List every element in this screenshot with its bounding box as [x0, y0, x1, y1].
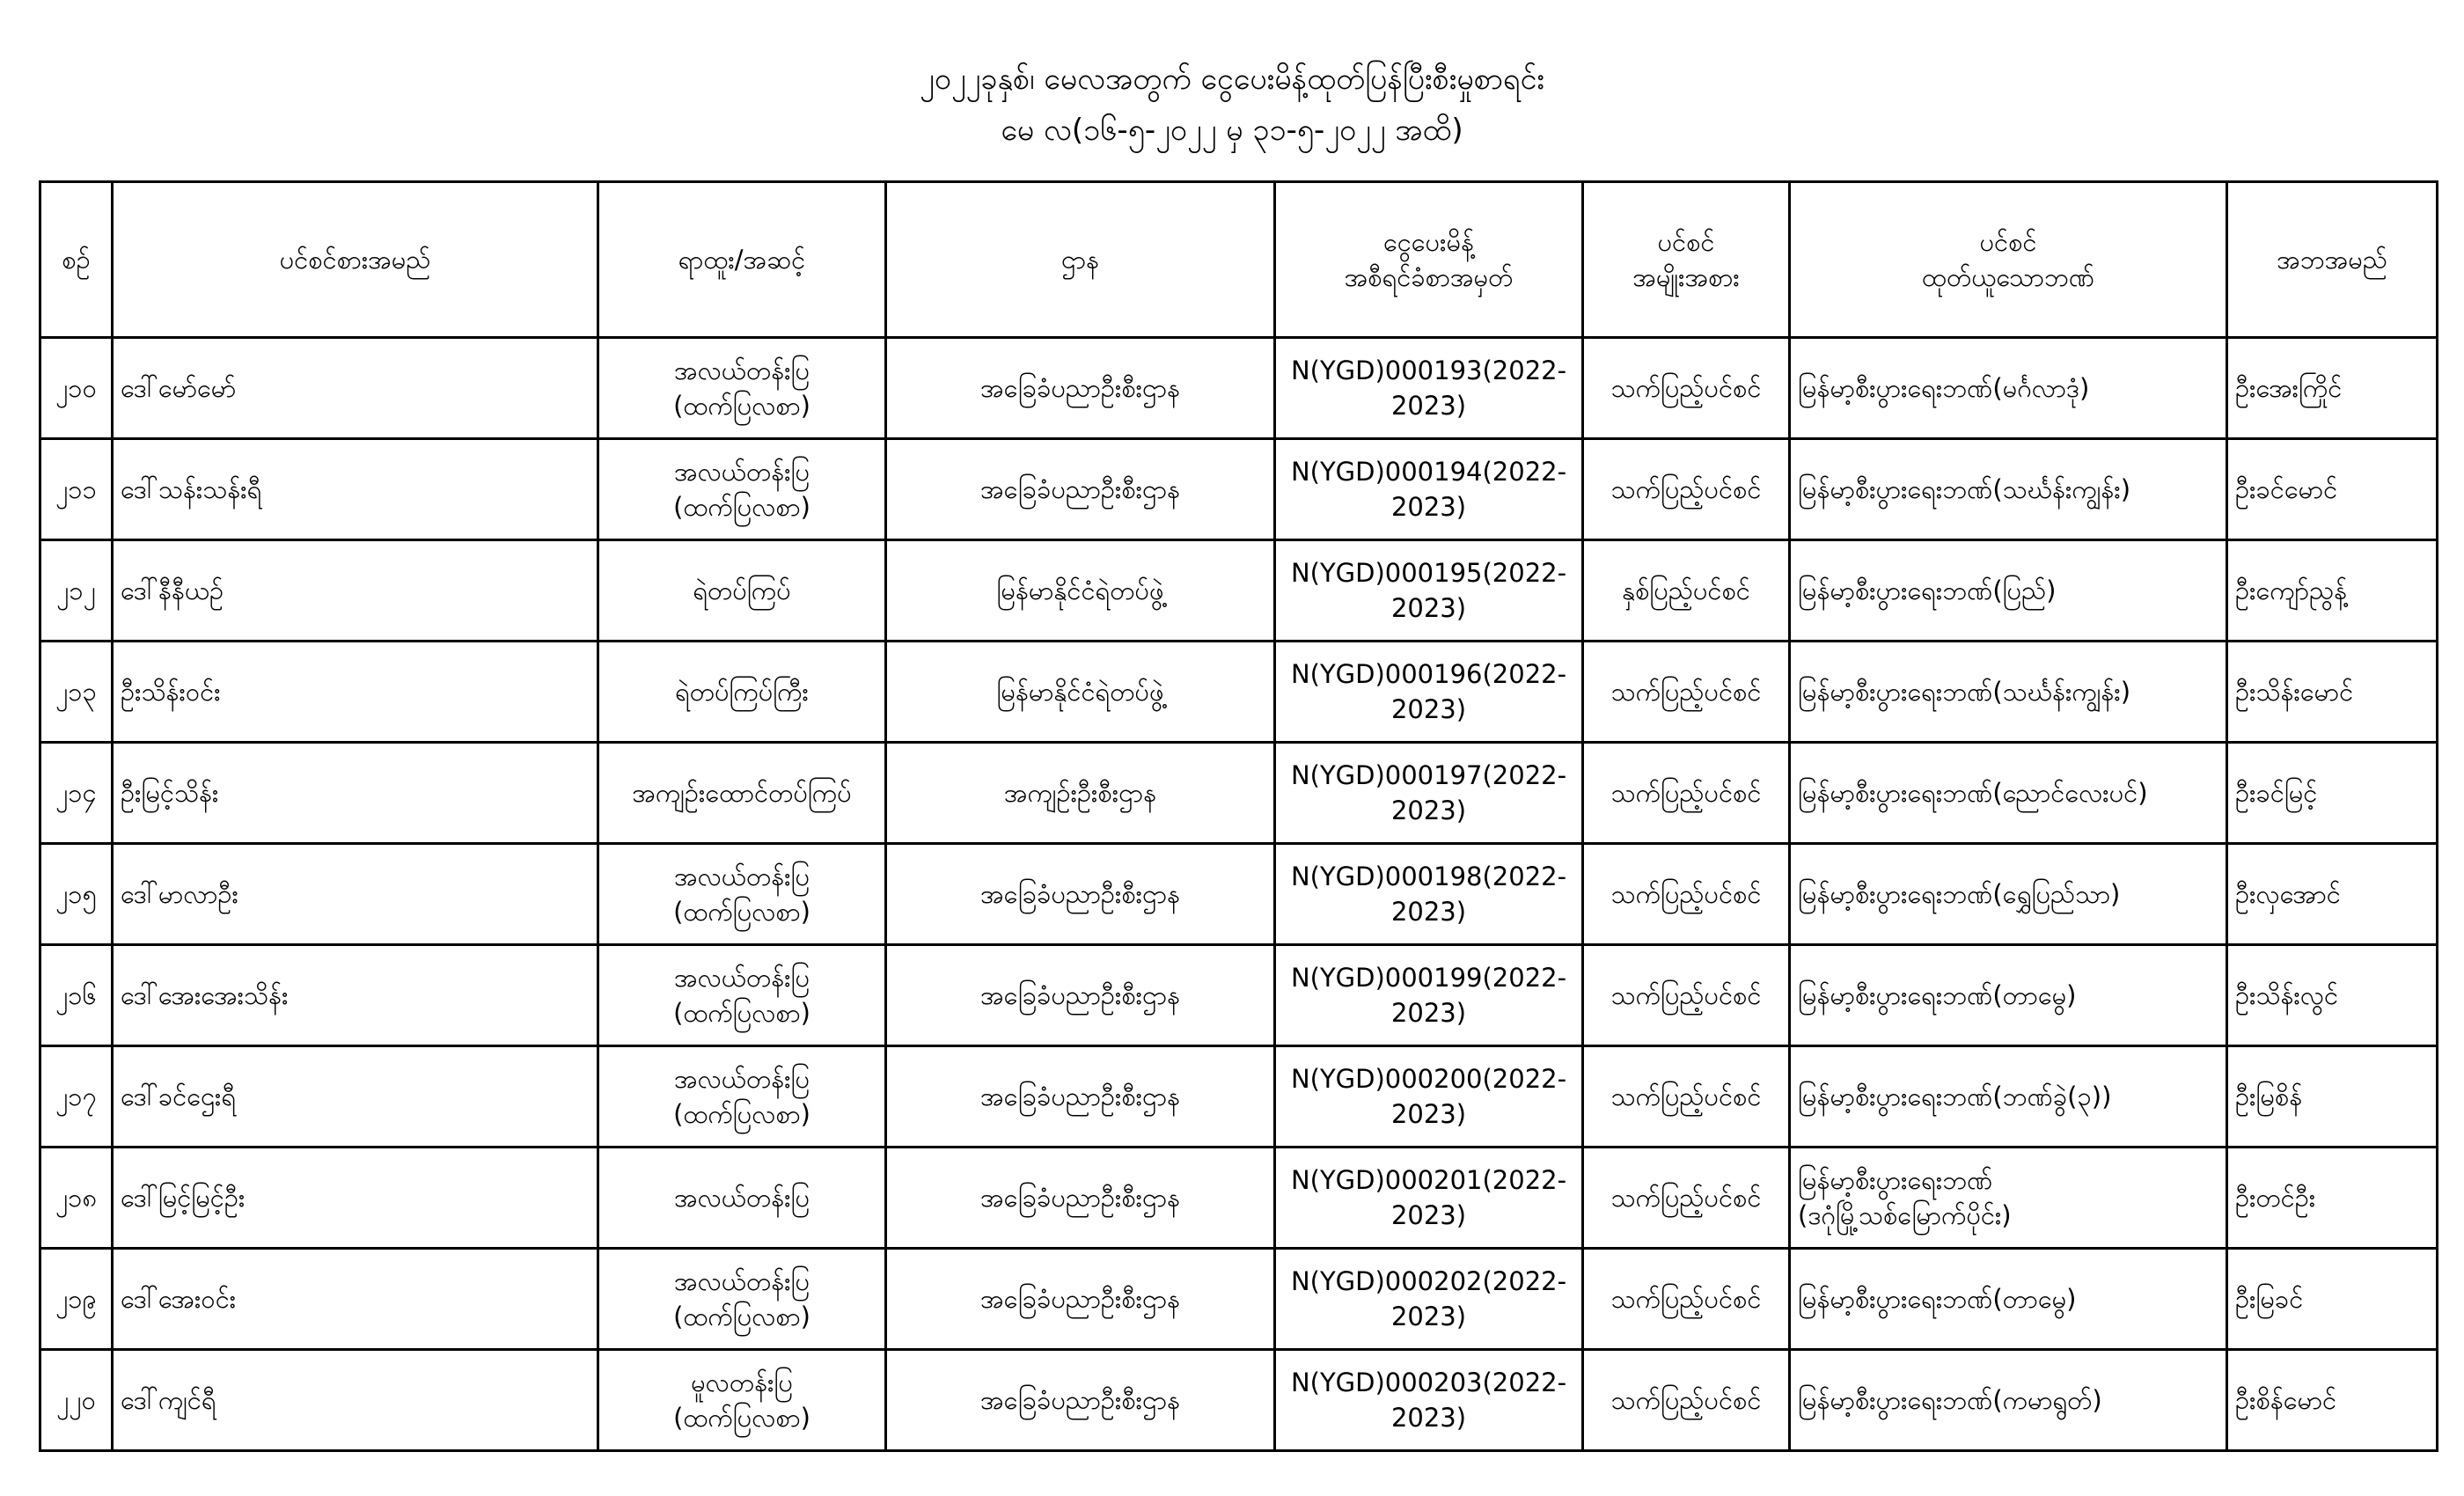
cell-father: ဦးမြခင် — [2227, 1249, 2438, 1350]
cell-rank-line: (ထက်ပြလစာ) — [673, 1403, 810, 1433]
table-row — [40, 1148, 2438, 1249]
table-row — [40, 338, 2438, 439]
cell-name: ဒေါ်မော်မော် — [113, 338, 598, 439]
cell-bank — [1790, 1350, 2227, 1451]
cell-father: ဦးအေးကြိုင် — [2227, 338, 2438, 439]
cell-no: ၂၂၀ — [40, 1350, 113, 1451]
cell-rank — [598, 1249, 886, 1350]
cell-name: ဒေါ်ခင်ဌေးရီ — [113, 1046, 598, 1148]
table-row — [40, 844, 2438, 945]
cell-father: ဦးခင်မောင် — [2227, 439, 2438, 540]
cell-bank-line: မြန်မာ့စီးပွားရေးဘဏ် — [1798, 1165, 1993, 1195]
document-title: ၂၀၂၂ခုနှစ်၊ မေလအတွက် ငွေပေးမိန့်ထုတ်ပြန်ပြီးစီးမှုစာရင်း — [920, 62, 1544, 97]
cell-pension-type: သက်ပြည့်ပင်စင် — [1583, 1350, 1790, 1451]
cell-department: အခြေခံပညာဦးစီးဌာန — [886, 945, 1275, 1046]
table-header-row — [40, 182, 2438, 338]
cell-bank — [1790, 439, 2227, 540]
header-order-number: ငွေပေးမိန့် အစီရင်ခံစာအမှတ် — [1275, 182, 1583, 338]
cell-department: မြန်မာနိုင်ငံရဲတပ်ဖွဲ့ — [886, 642, 1275, 743]
cell-bank-line: မြန်မာ့စီးပွားရေးဘဏ်(တာမွေ) — [1798, 980, 2077, 1010]
pension-table — [39, 180, 2438, 1452]
table-row — [40, 945, 2438, 1046]
cell-rank — [598, 439, 886, 540]
header-department: ဌာန — [886, 182, 1275, 338]
cell-order-number: N(YGD)000200(2022-2023) — [1275, 1046, 1583, 1148]
cell-no: ၂၁၆ — [40, 945, 113, 1046]
cell-rank-line: မူလတန်းပြ — [691, 1368, 793, 1397]
cell-father: ဦးတင်ဦး — [2227, 1148, 2438, 1249]
cell-pension-type: သက်ပြည့်ပင်စင် — [1583, 338, 1790, 439]
cell-order-number: N(YGD)000195(2022-2023) — [1275, 540, 1583, 642]
header-father: အဘအမည် — [2227, 182, 2438, 338]
header-pension-type: ပင်စင် အမျိုးအစား — [1583, 182, 1790, 338]
cell-bank-line: မြန်မာ့စီးပွားရေးဘဏ်(မင်္ဂလာဒုံ) — [1798, 373, 2090, 403]
cell-bank — [1790, 844, 2227, 945]
cell-order-number: N(YGD)000201(2022-2023) — [1275, 1148, 1583, 1249]
cell-order-number: N(YGD)000203(2022-2023) — [1275, 1350, 1583, 1451]
cell-pension-type: သက်ပြည့်ပင်စင် — [1583, 642, 1790, 743]
cell-rank-line: (ထက်ပြလစာ) — [673, 492, 810, 522]
cell-rank-line: အလယ်တန်းပြ — [674, 963, 810, 993]
cell-name: ဒေါ်နီနီယဉ် — [113, 540, 598, 642]
cell-bank — [1790, 540, 2227, 642]
cell-name: ဒေါ်ကျင်ရီ — [113, 1350, 598, 1451]
cell-order-number: N(YGD)000196(2022-2023) — [1275, 642, 1583, 743]
cell-name: ဒေါ်အေးဝင်း — [113, 1249, 598, 1350]
cell-father: ဦးလှအောင် — [2227, 844, 2438, 945]
header-rank: ရာထူး/အဆင့် — [598, 182, 886, 338]
document-subtitle: မေ လ(၁၆-၅-၂၀၂၂ မှ ၃၁-၅-၂၀၂၂ အထိ) — [1001, 113, 1463, 148]
cell-no: ၂၁၉ — [40, 1249, 113, 1350]
cell-name: ဦးသိန်းဝင်း — [113, 642, 598, 743]
cell-no: ၂၁၇ — [40, 1046, 113, 1148]
cell-department: အခြေခံပညာဦးစီးဌာန — [886, 1148, 1275, 1249]
cell-name: ဒေါ်မြင့်မြင့်ဦး — [113, 1148, 598, 1249]
cell-rank-line: အလယ်တန်းပြ — [674, 1064, 810, 1094]
cell-bank — [1790, 1249, 2227, 1350]
cell-no: ၂၁၀ — [40, 338, 113, 439]
cell-father: ဦးစိန်မောင် — [2227, 1350, 2438, 1451]
cell-department: မြန်မာနိုင်ငံရဲတပ်ဖွဲ့ — [886, 540, 1275, 642]
cell-department: အခြေခံပညာဦးစီးဌာန — [886, 1046, 1275, 1148]
cell-order-number: N(YGD)000193(2022-2023) — [1275, 338, 1583, 439]
cell-father: ဦးသိန်းမောင် — [2227, 642, 2438, 743]
cell-rank-line: (ထက်ပြလစာ) — [673, 897, 810, 927]
cell-rank-line: အလယ်တန်းပြ — [674, 1183, 810, 1213]
cell-bank — [1790, 338, 2227, 439]
cell-no: ၂၁၅ — [40, 844, 113, 945]
cell-pension-type: နှစ်ပြည့်ပင်စင် — [1583, 540, 1790, 642]
cell-name: ဒေါ်မာလာဦး — [113, 844, 598, 945]
cell-no: ၂၁၂ — [40, 540, 113, 642]
cell-bank-line: မြန်မာ့စီးပွားရေးဘဏ်(ဘဏ်ခွဲ(၃)) — [1798, 1082, 2112, 1111]
cell-no: ၂၁၁ — [40, 439, 113, 540]
cell-pension-type: သက်ပြည့်ပင်စင် — [1583, 945, 1790, 1046]
cell-department: အခြေခံပညာဦးစီးဌာန — [886, 439, 1275, 540]
cell-rank — [598, 338, 886, 439]
cell-rank-line: ရဲတပ်ကြပ် — [693, 576, 791, 605]
cell-father: ဦးကျော်ညွန့် — [2227, 540, 2438, 642]
cell-name: ဒေါ်အေးအေးသိန်း — [113, 945, 598, 1046]
cell-rank-line: အလယ်တန်းပြ — [674, 356, 810, 385]
cell-no: ၂၁၄ — [40, 743, 113, 844]
cell-rank — [598, 1148, 886, 1249]
cell-pension-type: သက်ပြည့်ပင်စင် — [1583, 1046, 1790, 1148]
cell-order-number: N(YGD)000198(2022-2023) — [1275, 844, 1583, 945]
cell-rank-line: (ထက်ပြလစာ) — [673, 1099, 810, 1129]
cell-bank — [1790, 642, 2227, 743]
cell-bank-line: မြန်မာ့စီးပွားရေးဘဏ်(ကမာရွတ်) — [1798, 1385, 2102, 1415]
table-row — [40, 439, 2438, 540]
cell-department: အကျဉ်းဦးစီးဌာန — [886, 743, 1275, 844]
cell-order-number: N(YGD)000202(2022-2023) — [1275, 1249, 1583, 1350]
cell-rank — [598, 945, 886, 1046]
cell-father: ဦးခင်မြင့် — [2227, 743, 2438, 844]
cell-pension-type: သက်ပြည့်ပင်စင် — [1583, 844, 1790, 945]
table-row — [40, 642, 2438, 743]
cell-no: ၂၁၃ — [40, 642, 113, 743]
cell-father: ဦးမြစိန် — [2227, 1046, 2438, 1148]
cell-bank — [1790, 945, 2227, 1046]
cell-bank-line: မြန်မာ့စီးပွားရေးဘဏ်(သင်္ဃန်းကျွန်း) — [1798, 677, 2131, 707]
cell-no: ၂၁၈ — [40, 1148, 113, 1249]
cell-rank-line: အလယ်တန်းပြ — [674, 862, 810, 891]
cell-rank-line: အလယ်တန်းပြ — [674, 1266, 810, 1296]
cell-department: အခြေခံပညာဦးစီးဌာန — [886, 1249, 1275, 1350]
cell-department: အခြေခံပညာဦးစီးဌာန — [886, 338, 1275, 439]
cell-rank — [598, 1350, 886, 1451]
header-name: ပင်စင်စားအမည် — [113, 182, 598, 338]
cell-order-number: N(YGD)000194(2022-2023) — [1275, 439, 1583, 540]
cell-rank — [598, 1046, 886, 1148]
cell-bank-line: မြန်မာ့စီးပွားရေးဘဏ်(ရွှေပြည်သာ) — [1798, 879, 2121, 909]
cell-rank-line: (ထက်ပြလစာ) — [673, 1302, 810, 1331]
table-row — [40, 1350, 2438, 1451]
cell-father: ဦးသိန်းလွင် — [2227, 945, 2438, 1046]
table-row — [40, 743, 2438, 844]
cell-bank-line: မြန်မာ့စီးပွားရေးဘဏ်(ပြည်) — [1798, 576, 2057, 605]
cell-bank — [1790, 743, 2227, 844]
cell-pension-type: သက်ပြည့်ပင်စင် — [1583, 1148, 1790, 1249]
cell-pension-type: သက်ပြည့်ပင်စင် — [1583, 439, 1790, 540]
cell-rank-line: အကျဉ်းထောင်တပ်ကြပ် — [632, 778, 852, 808]
cell-department: အခြေခံပညာဦးစီးဌာန — [886, 844, 1275, 945]
cell-rank — [598, 844, 886, 945]
cell-pension-type: သက်ပြည့်ပင်စင် — [1583, 743, 1790, 844]
cell-name: ဦးမြင့်သိန်း — [113, 743, 598, 844]
cell-bank-line: (ဒဂုံမြို့သစ်မြောက်ပိုင်း) — [1798, 1200, 2012, 1230]
cell-order-number: N(YGD)000197(2022-2023) — [1275, 743, 1583, 844]
cell-rank — [598, 743, 886, 844]
cell-rank-line: (ထက်ပြလစာ) — [673, 998, 810, 1028]
header-bank: ပင်စင် ထုတ်ယူသောဘဏ် — [1790, 182, 2227, 338]
table-row — [40, 540, 2438, 642]
cell-rank — [598, 540, 886, 642]
cell-bank-line: မြန်မာ့စီးပွားရေးဘဏ်(ညောင်လေးပင်) — [1798, 778, 2148, 808]
cell-department: အခြေခံပညာဦးစီးဌာန — [886, 1350, 1275, 1451]
cell-order-number: N(YGD)000199(2022-2023) — [1275, 945, 1583, 1046]
cell-rank-line: အလယ်တန်းပြ — [674, 457, 810, 487]
cell-bank-line: မြန်မာ့စီးပွားရေးဘဏ်(တာမွေ) — [1798, 1284, 2077, 1314]
cell-pension-type: သက်ပြည့်ပင်စင် — [1583, 1249, 1790, 1350]
table-row — [40, 1249, 2438, 1350]
cell-rank-line: (ထက်ပြလစာ) — [673, 391, 810, 421]
cell-bank — [1790, 1148, 2227, 1249]
cell-rank — [598, 642, 886, 743]
cell-name: ဒေါ်သန်းသန်းရီ — [113, 439, 598, 540]
cell-bank-line: မြန်မာ့စီးပွားရေးဘဏ်(သင်္ဃန်းကျွန်း) — [1798, 474, 2131, 504]
header-no: စဉ် — [40, 182, 113, 338]
table-row — [40, 1046, 2438, 1148]
cell-bank — [1790, 1046, 2227, 1148]
cell-rank-line: ရဲတပ်ကြပ်ကြီး — [675, 677, 809, 707]
